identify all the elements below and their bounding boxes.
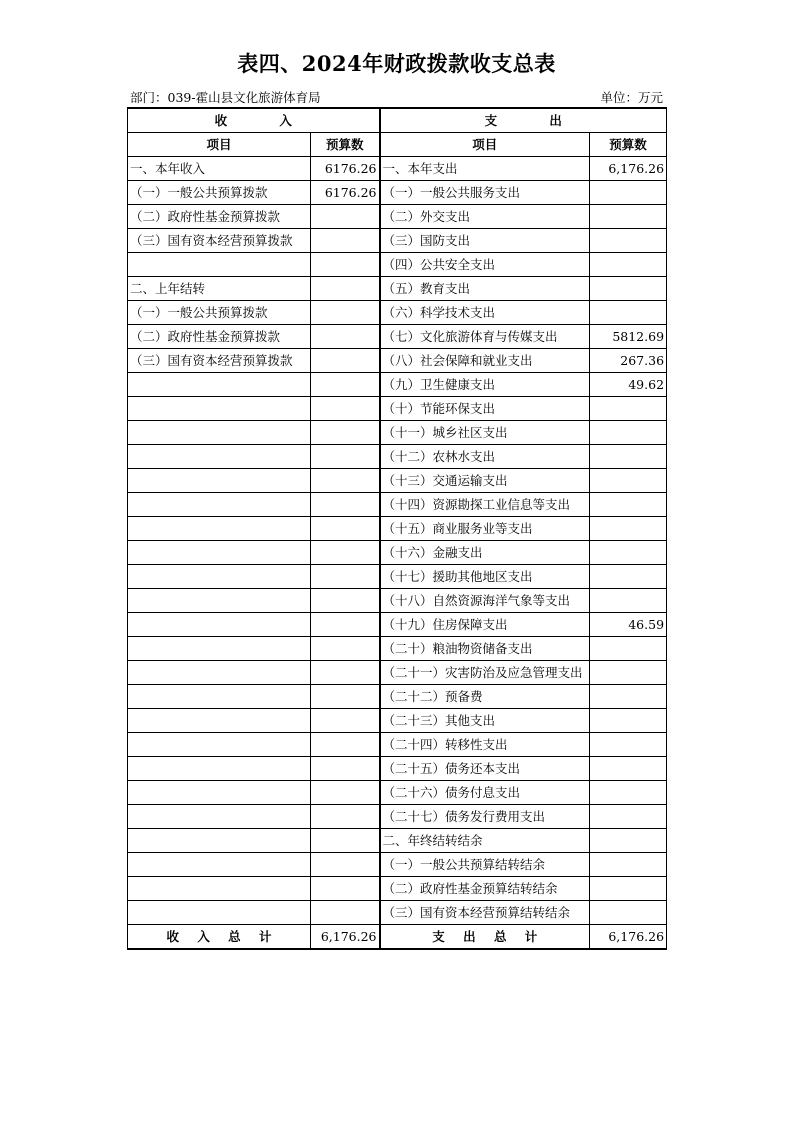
income-item-cell: （一）一般公共预算拨款 bbox=[128, 301, 311, 325]
income-item-cell bbox=[128, 829, 311, 853]
income-value-cell bbox=[311, 445, 380, 469]
income-item-cell bbox=[128, 685, 311, 709]
income-value-cell bbox=[311, 685, 380, 709]
totals-row bbox=[128, 925, 667, 950]
income-value-cell bbox=[311, 877, 380, 901]
expense-item-cell: （三）国有资本经营预算结转结余 bbox=[380, 901, 590, 925]
income-total-label: 收 入 总 计 bbox=[128, 925, 311, 950]
table-row bbox=[128, 277, 667, 301]
expense-item-cell: （二十）粮油物资储备支出 bbox=[380, 637, 590, 661]
expense-value-cell bbox=[590, 757, 667, 781]
expense-value-cell bbox=[590, 877, 667, 901]
income-value-cell bbox=[311, 229, 380, 253]
expense-value-cell bbox=[590, 733, 667, 757]
expense-total-label: 支 出 总 计 bbox=[380, 925, 590, 950]
expense-value-cell bbox=[590, 541, 667, 565]
expense-value-cell bbox=[590, 181, 667, 205]
budget-summary-table bbox=[127, 107, 667, 950]
table-row bbox=[128, 469, 667, 493]
income-value-cell bbox=[311, 613, 380, 637]
income-total-value: 6,176.26 bbox=[311, 925, 380, 950]
income-value-cell bbox=[311, 493, 380, 517]
expense-item-cell: （十）节能环保支出 bbox=[380, 397, 590, 421]
expense-section-header: 支 出 bbox=[380, 108, 667, 133]
table-row bbox=[128, 397, 667, 421]
income-item-cell bbox=[128, 877, 311, 901]
expense-item-cell: （五）教育支出 bbox=[380, 277, 590, 301]
table-row bbox=[128, 829, 667, 853]
table-row bbox=[128, 565, 667, 589]
expense-item-cell: （七）文化旅游体育与传媒支出 bbox=[380, 325, 590, 349]
table-row bbox=[128, 709, 667, 733]
income-value-cell: 6176.26 bbox=[311, 157, 380, 181]
income-item-cell bbox=[128, 661, 311, 685]
table-row bbox=[128, 853, 667, 877]
table-row bbox=[128, 445, 667, 469]
unit-label: 单位：万元 bbox=[600, 90, 663, 105]
income-item-cell bbox=[128, 805, 311, 829]
table-row bbox=[128, 253, 667, 277]
income-value-cell bbox=[311, 205, 380, 229]
department-label: 部门：039-霍山县文化旅游体育局 bbox=[130, 90, 321, 105]
expense-item-cell: （二十六）债务付息支出 bbox=[380, 781, 590, 805]
income-item-cell: 一、本年收入 bbox=[128, 157, 311, 181]
income-item-cell bbox=[128, 589, 311, 613]
income-value-cell bbox=[311, 373, 380, 397]
table-row bbox=[128, 637, 667, 661]
income-item-cell bbox=[128, 517, 311, 541]
expense-item-cell: 二、年终结转结余 bbox=[380, 829, 590, 853]
table-row bbox=[128, 733, 667, 757]
expense-item-cell: （十二）农林水支出 bbox=[380, 445, 590, 469]
expense-value-cell bbox=[590, 445, 667, 469]
income-value-cell bbox=[311, 469, 380, 493]
expense-item-cell: （二十五）债务还本支出 bbox=[380, 757, 590, 781]
table-row bbox=[128, 157, 667, 181]
income-value-cell bbox=[311, 517, 380, 541]
expense-value-cell bbox=[590, 901, 667, 925]
income-value-cell bbox=[311, 853, 380, 877]
expense-value-cell bbox=[590, 253, 667, 277]
expense-value-cell bbox=[590, 637, 667, 661]
table-row bbox=[128, 421, 667, 445]
table-row bbox=[128, 613, 667, 637]
income-value-cell bbox=[311, 277, 380, 301]
expense-value-cell bbox=[590, 493, 667, 517]
table-row bbox=[128, 589, 667, 613]
expense-value-cell bbox=[590, 589, 667, 613]
expense-value-cell bbox=[590, 229, 667, 253]
table-body bbox=[128, 108, 667, 949]
expense-item-cell: （二）政府性基金预算结转结余 bbox=[380, 877, 590, 901]
expense-item-cell: （十一）城乡社区支出 bbox=[380, 421, 590, 445]
expense-value-cell bbox=[590, 661, 667, 685]
income-item-cell bbox=[128, 757, 311, 781]
table-row bbox=[128, 901, 667, 925]
expense-item-cell: （二十七）债务发行费用支出 bbox=[380, 805, 590, 829]
expense-item-header: 项目 bbox=[380, 133, 590, 157]
income-item-cell bbox=[128, 445, 311, 469]
income-value-cell bbox=[311, 301, 380, 325]
table-row bbox=[128, 229, 667, 253]
expense-item-cell: （三）国防支出 bbox=[380, 229, 590, 253]
expense-value-cell: 267.36 bbox=[590, 349, 667, 373]
table-row bbox=[128, 661, 667, 685]
income-value-cell bbox=[311, 565, 380, 589]
table-row bbox=[128, 541, 667, 565]
income-item-cell bbox=[128, 637, 311, 661]
income-item-cell bbox=[128, 781, 311, 805]
income-item-cell bbox=[128, 493, 311, 517]
expense-budget-header: 预算数 bbox=[590, 133, 667, 157]
expense-value-cell bbox=[590, 301, 667, 325]
expense-item-cell: （二十二）预备费 bbox=[380, 685, 590, 709]
income-item-cell: （三）国有资本经营预算拨款 bbox=[128, 229, 311, 253]
income-value-cell bbox=[311, 733, 380, 757]
income-item-cell bbox=[128, 901, 311, 925]
income-value-cell bbox=[311, 805, 380, 829]
income-value-cell bbox=[311, 325, 380, 349]
expense-item-cell: （八）社会保障和就业支出 bbox=[380, 349, 590, 373]
table-row bbox=[128, 301, 667, 325]
expense-item-cell: （十四）资源勘探工业信息等支出 bbox=[380, 493, 590, 517]
table-row bbox=[128, 805, 667, 829]
expense-item-cell: （十九）住房保障支出 bbox=[380, 613, 590, 637]
expense-value-cell bbox=[590, 781, 667, 805]
income-value-cell bbox=[311, 661, 380, 685]
income-item-cell bbox=[128, 613, 311, 637]
expense-item-cell: （九）卫生健康支出 bbox=[380, 373, 590, 397]
expense-value-cell bbox=[590, 565, 667, 589]
income-value-cell bbox=[311, 253, 380, 277]
column-header-row bbox=[128, 133, 667, 157]
income-value-cell bbox=[311, 349, 380, 373]
expense-value-cell bbox=[590, 853, 667, 877]
expense-value-cell bbox=[590, 709, 667, 733]
expense-item-cell: （四）公共安全支出 bbox=[380, 253, 590, 277]
expense-value-cell: 6,176.26 bbox=[590, 157, 667, 181]
expense-item-cell: （一）一般公共预算结转结余 bbox=[380, 853, 590, 877]
expense-value-cell bbox=[590, 205, 667, 229]
income-value-cell: 6176.26 bbox=[311, 181, 380, 205]
income-value-cell bbox=[311, 829, 380, 853]
income-value-cell bbox=[311, 421, 380, 445]
income-value-cell bbox=[311, 901, 380, 925]
expense-value-cell: 46.59 bbox=[590, 613, 667, 637]
expense-value-cell bbox=[590, 517, 667, 541]
expense-value-cell bbox=[590, 469, 667, 493]
section-header-row bbox=[128, 108, 667, 133]
income-item-cell: （二）政府性基金预算拨款 bbox=[128, 205, 311, 229]
income-item-cell bbox=[128, 709, 311, 733]
expense-item-cell: 一、本年支出 bbox=[380, 157, 590, 181]
table-row bbox=[128, 373, 667, 397]
income-item-cell bbox=[128, 397, 311, 421]
income-item-cell bbox=[128, 469, 311, 493]
expense-total-value: 6,176.26 bbox=[590, 925, 667, 950]
table-row bbox=[128, 325, 667, 349]
income-item-cell: 二、上年结转 bbox=[128, 277, 311, 301]
expense-item-cell: （二）外交支出 bbox=[380, 205, 590, 229]
table-row bbox=[128, 349, 667, 373]
expense-item-cell: （十八）自然资源海洋气象等支出 bbox=[380, 589, 590, 613]
expense-item-cell: （十三）交通运输支出 bbox=[380, 469, 590, 493]
income-budget-header: 预算数 bbox=[311, 133, 380, 157]
expense-item-cell: （十五）商业服务业等支出 bbox=[380, 517, 590, 541]
income-value-cell bbox=[311, 589, 380, 613]
income-value-cell bbox=[311, 397, 380, 421]
income-item-cell bbox=[128, 421, 311, 445]
expense-item-cell: （二十一）灾害防治及应急管理支出 bbox=[380, 661, 590, 685]
expense-value-cell bbox=[590, 421, 667, 445]
income-item-cell bbox=[128, 541, 311, 565]
income-value-cell bbox=[311, 781, 380, 805]
table-row bbox=[128, 517, 667, 541]
income-value-cell bbox=[311, 709, 380, 733]
income-item-cell bbox=[128, 853, 311, 877]
page-title: 表四、2024年财政拨款收支总表 bbox=[237, 51, 556, 76]
income-item-cell bbox=[128, 253, 311, 277]
income-section-header: 收 入 bbox=[128, 108, 380, 133]
table-row bbox=[128, 757, 667, 781]
income-item-cell: （二）政府性基金预算拨款 bbox=[128, 325, 311, 349]
income-value-cell bbox=[311, 757, 380, 781]
table-row bbox=[128, 685, 667, 709]
expense-item-cell: （十七）援助其他地区支出 bbox=[380, 565, 590, 589]
income-item-cell bbox=[128, 373, 311, 397]
table-row bbox=[128, 205, 667, 229]
income-value-cell bbox=[311, 637, 380, 661]
expense-value-cell bbox=[590, 805, 667, 829]
expense-item-cell: （一）一般公共服务支出 bbox=[380, 181, 590, 205]
expense-item-cell: （六）科学技术支出 bbox=[380, 301, 590, 325]
expense-item-cell: （十六）金融支出 bbox=[380, 541, 590, 565]
table-row bbox=[128, 493, 667, 517]
expense-value-cell bbox=[590, 685, 667, 709]
expense-item-cell: （二十四）转移性支出 bbox=[380, 733, 590, 757]
table-row bbox=[128, 181, 667, 205]
income-item-cell: （一）一般公共预算拨款 bbox=[128, 181, 311, 205]
expense-value-cell bbox=[590, 277, 667, 301]
table-row bbox=[128, 781, 667, 805]
expense-item-cell: （二十三）其他支出 bbox=[380, 709, 590, 733]
income-item-cell: （三）国有资本经营预算拨款 bbox=[128, 349, 311, 373]
income-value-cell bbox=[311, 541, 380, 565]
expense-value-cell: 5812.69 bbox=[590, 325, 667, 349]
expense-value-cell: 49.62 bbox=[590, 373, 667, 397]
income-item-cell bbox=[128, 733, 311, 757]
expense-value-cell bbox=[590, 397, 667, 421]
income-item-header: 项目 bbox=[128, 133, 311, 157]
table-row bbox=[128, 877, 667, 901]
income-item-cell bbox=[128, 565, 311, 589]
expense-value-cell bbox=[590, 829, 667, 853]
